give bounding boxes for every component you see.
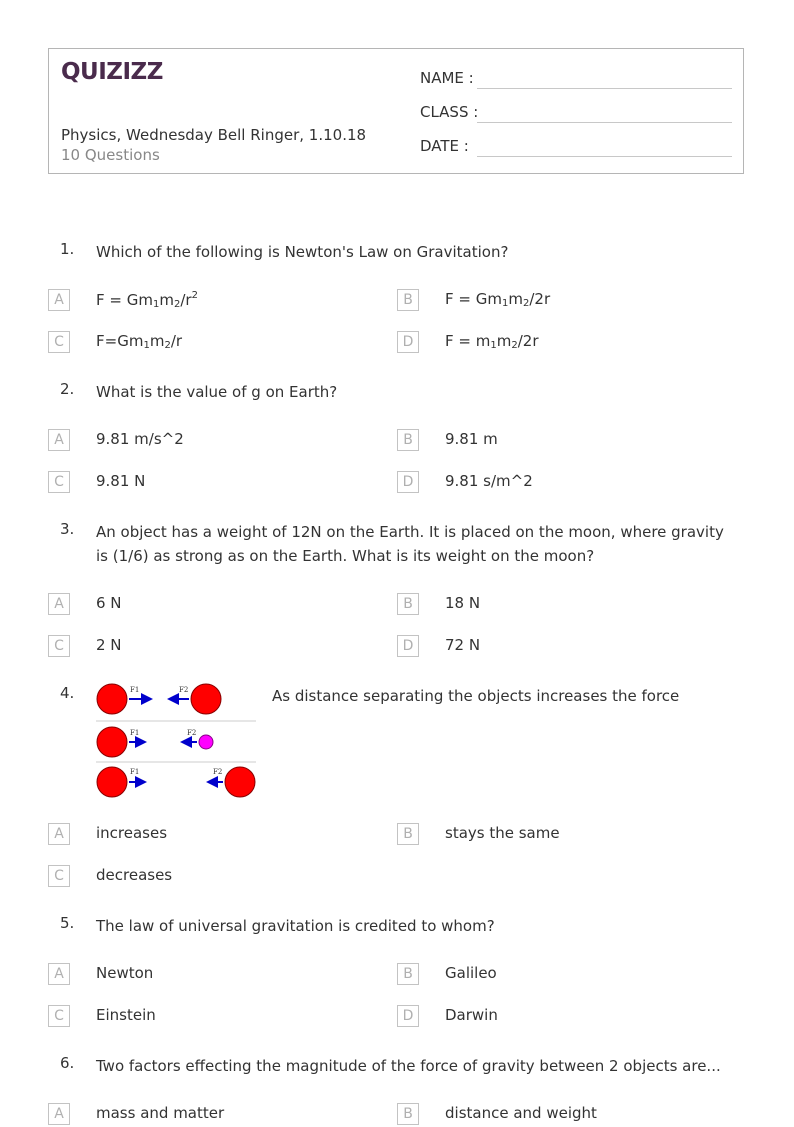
option-letter-box: B [397, 429, 419, 451]
question-number: 4. [60, 684, 75, 702]
date-line [477, 156, 732, 157]
option-letter-box: B [397, 963, 419, 985]
option-letter-box: C [48, 1005, 70, 1027]
option-text: $F = Gm_1m_2/r^2$ [96, 290, 198, 310]
mass-ball [97, 684, 127, 714]
question-text: An object has a weight of 12N on the Earth. It is placed on the moon, where gravity is (1/6) as strong as on the Earth. What is its weight on the moon? [96, 523, 724, 565]
option-text: Darwin [445, 1006, 498, 1024]
mass-ball [225, 767, 255, 797]
option-text: 18 N [445, 594, 481, 612]
option-letter-box: C [48, 865, 70, 887]
option-text: increases [96, 824, 168, 842]
question-text: Two factors effecting the magnitude of the force of gravity between 2 objects are... [96, 1057, 721, 1075]
option-text: 9.81 m [445, 430, 498, 448]
class-field[interactable] [420, 103, 478, 123]
question-text: Which of the following is Newton's Law on Gravitation? [96, 243, 509, 261]
gravity-force-diagram [96, 681, 258, 801]
class-line [477, 122, 732, 123]
option-text: 6 N [96, 594, 122, 612]
name-field[interactable] [420, 69, 474, 89]
option-text: $F = m_1m_2/2r$ [445, 332, 539, 351]
force-label: F2 [187, 729, 197, 737]
option-text: Einstein [96, 1006, 156, 1024]
option-letter-box: B [397, 593, 419, 615]
question-text: What is the value of g on Earth? [96, 383, 338, 401]
option-text: mass and matter [96, 1104, 225, 1122]
date-label: DATE : [420, 137, 469, 155]
option-text: $F=Gm_1m_2/r$ [96, 332, 183, 351]
force-label: F1 [130, 686, 140, 694]
option-text: distance and weight [445, 1104, 597, 1122]
option-letter-box: D [397, 1005, 419, 1027]
question-number: 2. [60, 380, 75, 398]
question-number: 3. [60, 520, 75, 538]
option-letter-box: B [397, 823, 419, 845]
option-text: 9.81 N [96, 472, 146, 490]
force-label: F2 [213, 768, 223, 776]
mass-ball [97, 767, 127, 797]
option-text: Newton [96, 964, 154, 982]
option-text: stays the same [445, 824, 560, 842]
question-count: 10 Questions [61, 146, 160, 164]
option-text: 72 N [445, 636, 481, 654]
quizizz-logo: QUIZIZZ [61, 59, 163, 85]
question-text: As distance separating the objects increases the force [272, 687, 680, 705]
option-text: 9.81 s/m^2 [445, 472, 533, 490]
gravity-diagram-svg [96, 681, 258, 801]
option-text: 2 N [96, 636, 122, 654]
option-letter-box: A [48, 823, 70, 845]
option-letter-box: B [397, 289, 419, 311]
force-label: F2 [179, 686, 189, 694]
force-label: F1 [130, 729, 140, 737]
question-number: 1. [60, 240, 75, 258]
worksheet-header [48, 48, 744, 174]
option-letter-box: B [397, 1103, 419, 1125]
option-letter-box: C [48, 331, 70, 353]
worksheet-title: Physics, Wednesday Bell Ringer, 1.10.18 [61, 126, 367, 144]
mass-ball [191, 684, 221, 714]
name-line [477, 88, 732, 89]
option-letter-box: A [48, 1103, 70, 1125]
option-text: $F = Gm_1m_2/2r$ [445, 290, 551, 309]
class-label: CLASS : [420, 103, 479, 121]
option-letter-box: C [48, 471, 70, 493]
option-letter-box: D [397, 635, 419, 657]
option-letter-box: A [48, 593, 70, 615]
option-letter-box: C [48, 635, 70, 657]
option-letter-box: A [48, 963, 70, 985]
option-letter-box: D [397, 471, 419, 493]
option-text: decreases [96, 866, 173, 884]
mass-ball [97, 727, 127, 757]
option-text: 9.81 m/s^2 [96, 430, 184, 448]
date-field[interactable] [420, 137, 469, 157]
small-mass-ball [199, 735, 213, 749]
option-letter-box: A [48, 429, 70, 451]
question-number: 5. [60, 914, 75, 932]
name-label: NAME : [420, 69, 474, 87]
option-letter-box: A [48, 289, 70, 311]
option-text: Galileo [445, 964, 497, 982]
option-letter-box: D [397, 331, 419, 353]
question-number: 6. [60, 1054, 75, 1072]
question-text: The law of universal gravitation is credited to whom? [96, 917, 495, 935]
force-label: F1 [130, 768, 140, 776]
